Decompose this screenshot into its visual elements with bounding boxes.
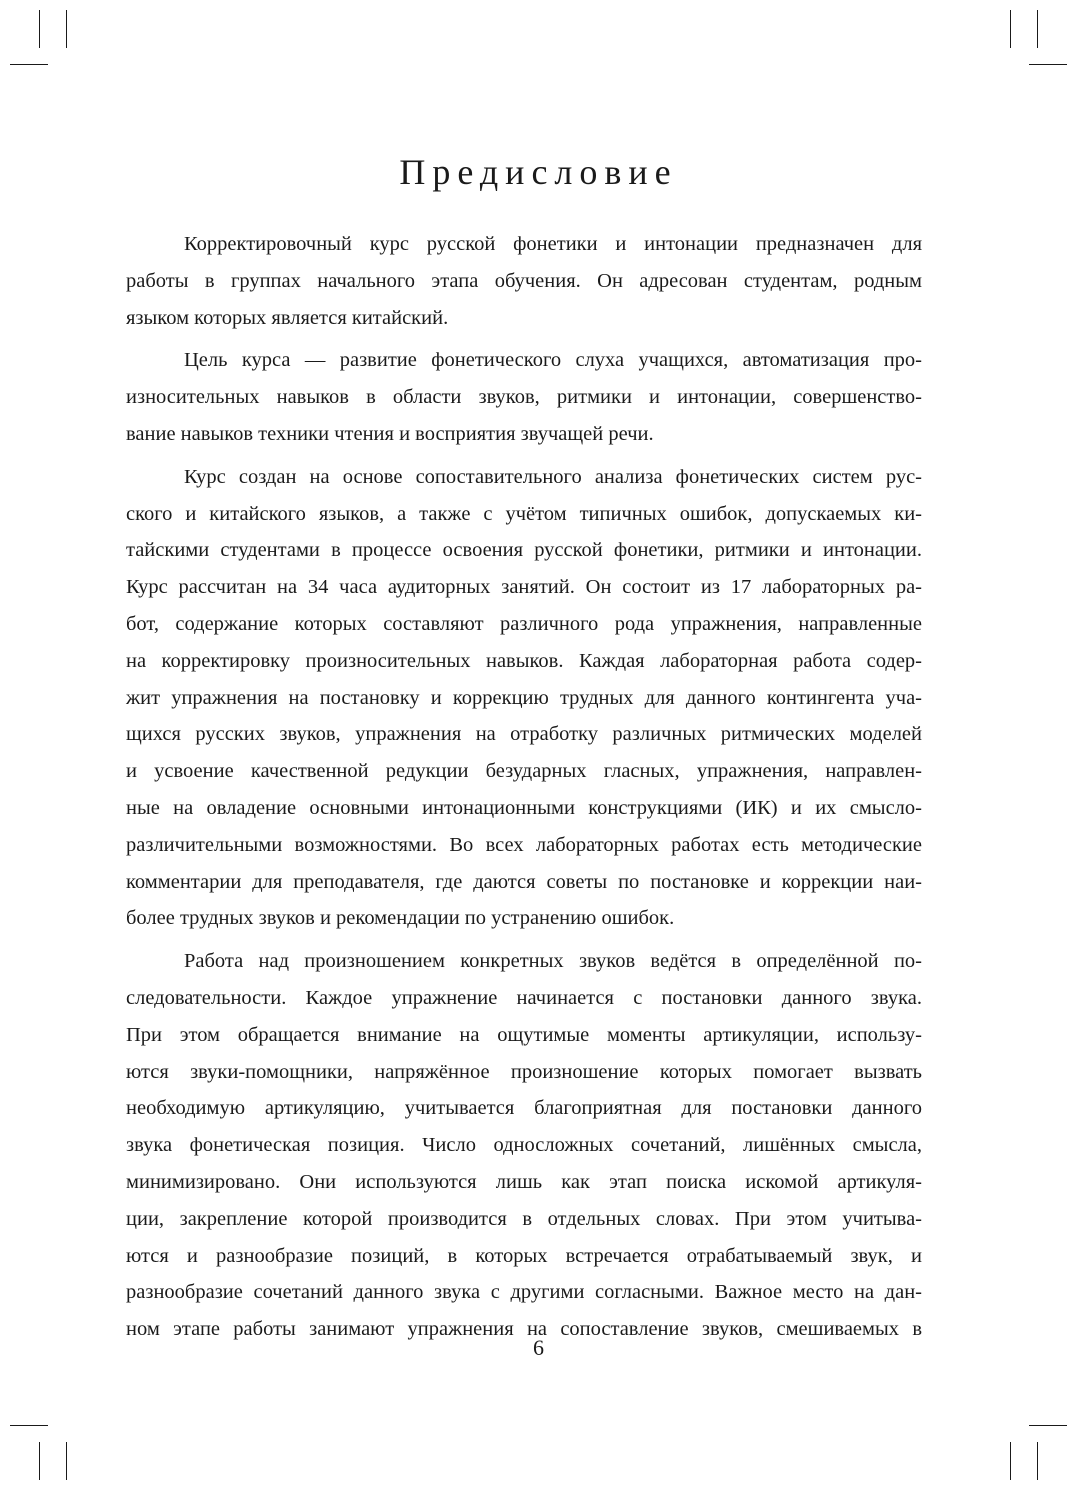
crop-mark bbox=[1010, 10, 1011, 48]
crop-mark bbox=[66, 10, 67, 48]
text-line: различительными возможностями. Во всех лабораторных работах есть методические bbox=[126, 833, 922, 856]
text-line: жит упражнения на постановку и коррекцию трудных для данного контингента уча- bbox=[126, 686, 922, 709]
text-line: следовательности. Каждое упражнение начинается с постановки данного звука. bbox=[126, 986, 922, 1009]
text-line: Курс создан на основе сопоставительного анализа фонетических систем рус- bbox=[184, 465, 922, 488]
text-line: износительных навыков в области звуков, ритмики и интонации, совершенство- bbox=[126, 386, 922, 409]
text-line: работы в группах начального этапа обучения. Он адресован студентам, родным bbox=[126, 269, 922, 292]
crop-mark bbox=[1029, 1425, 1067, 1426]
text-line: ются и разнообразие позиций, в которых встречается отрабатываемый звук, и bbox=[126, 1244, 922, 1267]
text-line: более трудных звуков и рекомендации по устранению ошибок. bbox=[126, 907, 675, 930]
text-line: разнообразие сочетаний данного звука с другими согласными. Важное место на дан- bbox=[126, 1281, 922, 1304]
text-line: тайскими студентами в процессе освоения русской фонетики, ритмики и интонации. bbox=[126, 539, 922, 562]
crop-mark bbox=[39, 10, 40, 48]
page-number: 6 bbox=[533, 1335, 544, 1360]
text-line: минимизировано. Они используются лишь как этап поиска искомой артикуля- bbox=[126, 1170, 922, 1193]
text-line: на корректировку произносительных навыков. Каждая лабораторная работа содер- bbox=[126, 649, 922, 672]
text-line: Курс рассчитан на 34 часа аудиторных занятий. Он состоит из 17 лабораторных ра- bbox=[126, 576, 922, 599]
text-line: и усвоение качественной редукции безударных гласных, упражнения, направлен- bbox=[126, 760, 922, 783]
crop-mark bbox=[66, 1442, 67, 1480]
text-line: звука фонетическая позиция. Число односложных сочетаний, лишённых смысла, bbox=[126, 1134, 922, 1157]
text-line: необходимую артикуляцию, учитывается благоприятная для постановки данного bbox=[126, 1097, 922, 1120]
paragraph bbox=[126, 943, 922, 1348]
crop-mark bbox=[1029, 64, 1067, 65]
text-line: комментарии для преподавателя, где даются советы по постановке и коррекции наи- bbox=[126, 870, 922, 893]
preface-body bbox=[126, 226, 922, 1354]
text-line: вание навыков техники чтения и восприятия звучащей речи. bbox=[126, 422, 654, 445]
crop-mark bbox=[10, 1425, 48, 1426]
text-line: бот, содержание которых составляют различного рода упражнения, направленные bbox=[126, 612, 922, 635]
text-line: Корректировочный курс русской фонетики и интонации предназначен для bbox=[184, 233, 922, 255]
crop-mark bbox=[1010, 1442, 1011, 1480]
crop-mark bbox=[1037, 1442, 1038, 1480]
text-line: Цель курса — развитие фонетического слуха учащихся, автоматизация про- bbox=[184, 349, 922, 372]
crop-mark bbox=[1037, 10, 1038, 48]
text-line: ции, закрепление которой производится в отдельных словах. При этом учитыва- bbox=[126, 1207, 922, 1230]
text-line: ном этапе работы занимают упражнения на сопоставление звуков, смешиваемых в bbox=[126, 1318, 922, 1341]
crop-mark bbox=[10, 64, 48, 65]
text-line: При этом обращается внимание на ощутимые моменты артикуляции, использу- bbox=[126, 1023, 922, 1046]
paragraph bbox=[126, 459, 922, 937]
text-line: ского и китайского языков, а также с учётом типичных ошибок, допускаемых ки- bbox=[126, 502, 922, 525]
text-line: ные на овладение основными интонационными конструкциями (ИК) и их смысло- bbox=[126, 796, 922, 819]
text-line: ются звуки-помощники, напряжённое произношение которых помогает вызвать bbox=[126, 1060, 922, 1083]
paragraph bbox=[126, 342, 922, 452]
paragraph bbox=[126, 226, 922, 336]
text-line: языком которых является китайский. bbox=[126, 306, 449, 329]
crop-mark bbox=[39, 1442, 40, 1480]
text-line: Работа над произношением конкретных звуков ведётся в определённой по- bbox=[184, 950, 922, 973]
text-line: щихся русских звуков, упражнения на отработку различных ритмических моделей bbox=[126, 723, 922, 746]
page-title: Предисловие bbox=[399, 152, 678, 192]
